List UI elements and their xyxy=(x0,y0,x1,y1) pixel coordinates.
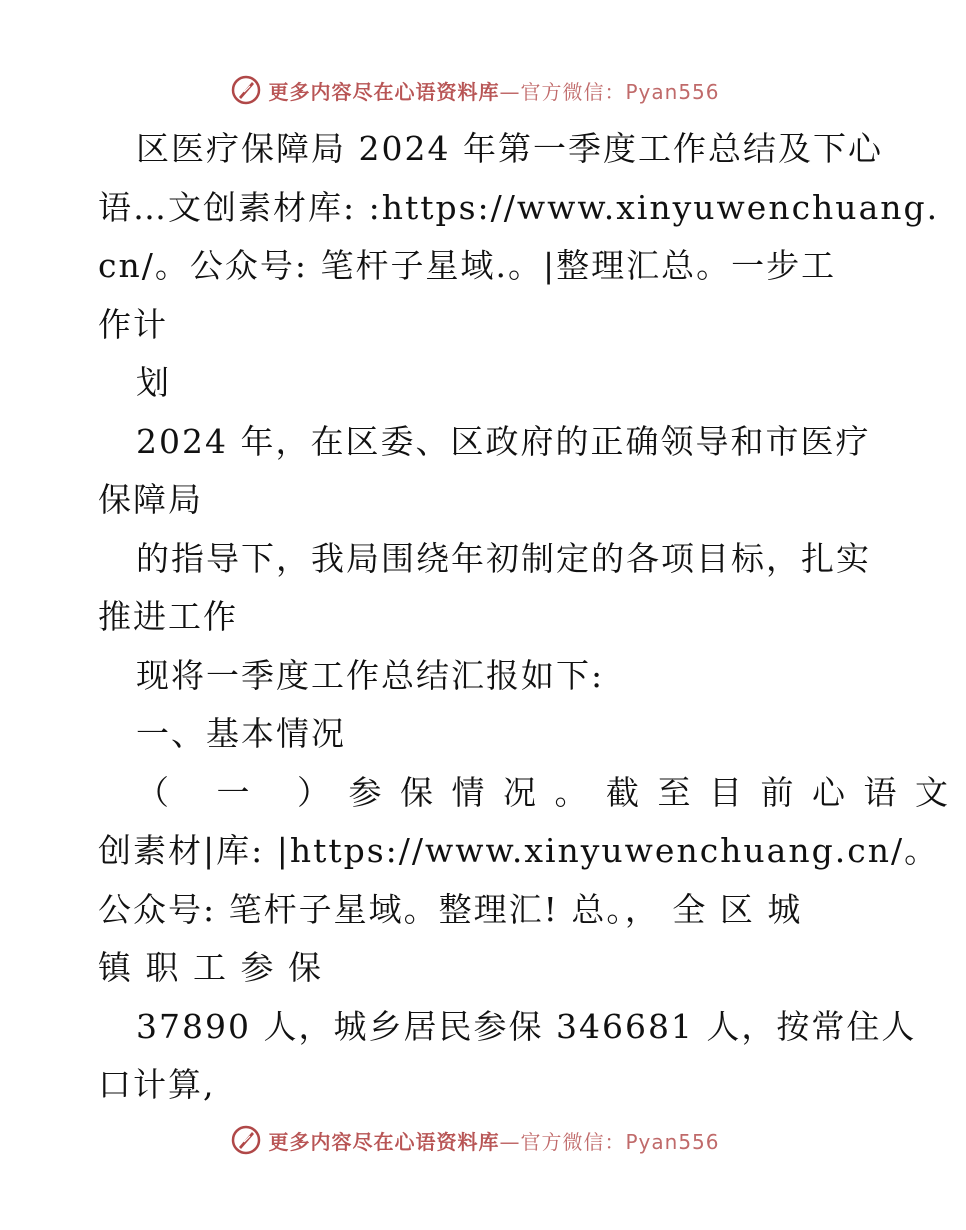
text-line: 作计 xyxy=(98,304,168,344)
text-line: 推进工作 xyxy=(98,597,238,636)
section-heading: 一、基本情况 xyxy=(136,714,346,753)
banner-text: 更多内容尽在心语资料库—官方微信：Pyan556 xyxy=(268,1129,720,1154)
document-body xyxy=(98,120,966,1115)
subsection-heading: （ 一 ）参保情况。截至目前心语文 xyxy=(136,772,966,812)
banner-text: 更多内容尽在心语资料库—官方微信：Pyan556 xyxy=(268,79,720,104)
text-line: 的指导下，我局围绕年初制定的各项目标，扎实 xyxy=(136,538,871,578)
feather-pen-icon xyxy=(230,1124,262,1156)
text-line: 划 xyxy=(136,363,171,402)
text-line: 创素材|库: |https://www.xinyuwenchuang.cn/。 xyxy=(98,831,940,870)
text-line: 37890 人，城乡居民参保 346681 人，按常住人 xyxy=(136,1006,917,1046)
feather-pen-icon xyxy=(230,74,262,106)
text-line: 区医疗保障局 2024 年第一季度工作总结及下心 xyxy=(136,129,883,168)
text-line: 现将一季度工作总结汇报如下: xyxy=(136,655,605,695)
text-line: cn/。公众号: 笔杆子星域.。|整理汇总。一步工 xyxy=(98,246,837,285)
header-banner xyxy=(0,70,950,110)
text-line: 公众号: 笔杆子星域。整理汇! 总。， 全 区 城 xyxy=(98,889,803,929)
footer-banner xyxy=(0,1120,950,1160)
text-line: 2024 年，在区委、区政府的正确领导和市医疗 xyxy=(136,421,871,461)
text-line: 口计算, xyxy=(98,1065,216,1104)
text-line: 镇 职 工 参 保 xyxy=(98,948,323,987)
text-line: 语…文创素材库: :https://www.xinyuwenchuang. xyxy=(98,187,940,227)
text-line: 保障局 xyxy=(98,480,203,519)
